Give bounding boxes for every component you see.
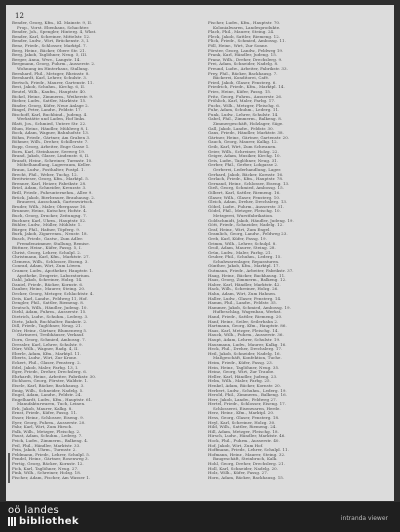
directory-entry-line: Dill, Friedr., Taglöhner, Neug. 21. xyxy=(12,324,82,329)
directory-entry-line: Bopp, Georg, Arbeiter, Enge Gasse 1. xyxy=(12,145,90,150)
directory-entry-line: Fuchs, Wilh., Metzger, Fleischg. 6. xyxy=(208,103,281,108)
directory-entry-line: Haber, Karl, Händler, Marktstr. 42. xyxy=(208,282,281,287)
directory-entry-line: Hufbeschlag, Wagenbau, Werkst. xyxy=(213,310,282,315)
directory-entry-line: Buchner, Karl, Uhrm., Hauptstr. 52. xyxy=(12,218,87,223)
directory-entry-line: Fröhlich, Karl, Maler, Farbg. 17. xyxy=(208,99,276,104)
directory-entry-line: Freund, Ludw., Arbeiter, Fabrikstr. 33. xyxy=(208,66,288,71)
directory-entry-line: Braun, Ludw., Posthalter, Postpl. 1. xyxy=(12,168,85,172)
viewer-label[interactable]: intranda viewer xyxy=(340,515,388,522)
directory-entry-line: Hand, Friedr., Sattler, Riemeng. 20. xyxy=(208,315,283,319)
directory-entry-line: Geib, Karl, Wirt, Zum Schwanen. xyxy=(208,145,277,150)
directory-entry-line: Herr, Jakob, Landw., Feldweg 27. xyxy=(208,397,277,402)
directory-entry-line: Graf, Heinr., Wirt, Zum Engel. xyxy=(208,227,271,232)
directory-entry-line: Beutel, Wilh., Kaufm., Hauptstr. 40. xyxy=(12,89,87,94)
directory-entry-line: Metzgerei, Wurstfabrikation. xyxy=(213,213,274,218)
directory-entry-line: Cramer, Ludw., Apotheker, Hauptstr. 1. xyxy=(12,269,94,274)
directory-entry-line: Hauck, Wilh., Fuhrm., Ausserstr. 36. xyxy=(208,333,284,338)
directory-entry-line: Emig, Wilh., Schneider, Nadelg. 5. xyxy=(12,388,84,393)
directory-entry-line: Hess, Georg, Glaser, Fensterg. 18. xyxy=(208,416,280,421)
directory-entry-line: Busch, Friedr., Gastw., Zum Adler. xyxy=(12,236,84,241)
directory-entry-line: Hartmann, Georg, Kfm., Hauptstr. 86. xyxy=(208,324,287,329)
directory-entry-line: Binder, Georg, Küfer, Neue Anlage 2. xyxy=(12,103,90,108)
directory-entry-line: Herold, Phil., Zimmerm., Balkeng. 16. xyxy=(208,393,288,398)
directory-entry-line: Hill, Adam, Metzger, Fleischg. 18. xyxy=(208,429,279,434)
directory-entry-line: Böhmer, Wilh., Dreher, Schillerstr. 7. xyxy=(12,140,89,145)
directory-entry-line: Deis, Karl, Landw., Feldweg 11, Hof. xyxy=(12,296,88,301)
directory-entry-line: Brandt, Heinr., Schreiner, Turmstr. 10. xyxy=(12,158,93,163)
directory-entry-line: Kolonialwaren, Landesprodukte. xyxy=(213,25,281,30)
directory-entry-line: Holl, Karl, Schneider, Nadelg. 20. xyxy=(208,466,279,471)
directory-entry-line: Erb, Jakob, Maurer, Kalkg. 8. xyxy=(12,406,73,411)
directory-entry-line: Bender, Joh., Spengler, Hinterg. 4, Wkst. xyxy=(12,30,97,35)
directory-entry-line: Fuhr, Adam, Schuhm., Lederg. 11. xyxy=(208,108,280,113)
directory-entry-line: Brand, Jakob, Glaser, Lindenstr. 6, II. xyxy=(12,154,90,159)
directory-entry-line: Eberts, Ludw., Wirt, Zur Krone. xyxy=(12,356,78,361)
directory-entry-line: Fendel, Heinr., Gärtner, Rosenweg 3. xyxy=(12,457,89,462)
directory-entry-line: Grün, Ludw., Maler, Farbg. 21. xyxy=(208,250,272,255)
directory-entry-line: Brück, Jakob, Bierbrauer, Brauhausg. 2. xyxy=(12,195,96,200)
directory-entry-line: Bock, Adam, Wagner, Bahnhofstr. 13. xyxy=(12,131,90,136)
directory-entry-line: Breitwieser, Georg, Kfm., Marktpl. 5. xyxy=(12,177,90,182)
directory-entry-line: Hausmann, Ludw., Maurer, Kalkg. 16. xyxy=(208,342,287,347)
directory-entry-line: Hanf, Heinr., Seiler, Seilerbahn 2. xyxy=(208,319,279,324)
directory-entry-line: Hirsch, Ludw., Händler, Marktstr. 46. xyxy=(208,434,286,439)
directory-entry-line: Heller, Karl, Händler, Judeng. 23. xyxy=(208,374,278,379)
directory-entry-line: Gilbert, Karl, Sattler, Riemeng. 16. xyxy=(208,190,281,195)
directory-entry-line: Bernhardt, Karl, Lehrer, Schulstr. 3. xyxy=(12,76,88,81)
viewer-footer xyxy=(0,502,400,532)
directory-entry-line: Goldschmidt, Jakob, Händler, Judeng. 19. xyxy=(208,218,294,223)
directory-entry-line: Blum, Heinr., Händler, Mühlweg 8, I. xyxy=(12,126,89,131)
directory-entry-line: Feil, Phil., Händler, Marktstr. 33. xyxy=(12,443,81,448)
binding-mark xyxy=(8,453,10,483)
directory-entry-line: Clemens, Wilh., Schlosser, Eiseng. 3. xyxy=(12,259,89,264)
directory-entry-line: Friedrich, Friedr., Kfm., Marktpl. 14. xyxy=(208,85,285,90)
directory-entry-line: Conrad, Adam, Wirt, Zum Löwen. xyxy=(12,264,82,269)
directory-entry-line: Glaser, Wilh., Glaser, Fensterg. 10. xyxy=(208,195,281,200)
directory-entry-line: Best, Jakob, Schuhm., Kirchg. 6, II. xyxy=(12,85,86,90)
directory-entry-line: Fischer, Adam, Fischer, Am Wasser 1. xyxy=(12,475,91,480)
scanned-page xyxy=(6,5,394,501)
directory-entry-line: Zimmergeschäft, Holzlager, Säge. xyxy=(213,122,284,127)
directory-entry-line: Dengler, Phil., Sattler, Riemeng. 8. xyxy=(12,301,85,306)
directory-entry-line: Heil, Jakob, Schneider, Nadelg. 16. xyxy=(208,351,281,356)
directory-entry-line: Gans, Friedr., Händler, Marktstr. 38. xyxy=(208,131,284,136)
directory-entry-line: Gernand, Heinr., Schlosser, Eiseng. 13. xyxy=(208,181,290,186)
directory-entry-line: Heinz, Georg, Wirt, Zur Traube. xyxy=(208,370,275,375)
right-column xyxy=(208,21,380,497)
directory-entry-line: Frei, Adam, Schneider, Nadelg. 8. xyxy=(208,62,279,67)
directory-entry-line: Bieber, Ludw., Sattler, Marktstr. 15. xyxy=(12,99,87,104)
brand-line-2-text: bibliothek xyxy=(19,516,79,527)
directory-entry-line: Dressler, Karl, Lehrer, Schulstr. 9. xyxy=(12,342,83,347)
directory-entry-line: Heck, Phil., Dreher, Drechslerg. 17. xyxy=(208,347,283,352)
directory-entry-line: Daniel, Friedr., Bäcker, Kornstr. 6. xyxy=(12,282,84,287)
directory-entry-line: Hack, Wilh., Schreiner, Holzg. 26. xyxy=(208,287,279,292)
directory-entry-line: Gerlach, Friedr., Kfm., Hauptstr. 78. xyxy=(208,177,284,182)
directory-entry-line: Göbel, Ludw., Fuhrm., Ausserstr. 31. xyxy=(208,204,285,209)
directory-entry-line: Hammer, Jakob, Schmied, Ambossg. 19. xyxy=(208,305,291,310)
directory-entry-line: Gerber, Phil., Gerber, Lohgasse 2. xyxy=(208,163,279,168)
directory-entry-line: Schuhwarenlager, Reparaturen. xyxy=(213,259,280,264)
directory-entry-line: Dietz, Jakob, Buchhalter, Bankstr. 2. xyxy=(12,319,88,324)
directory-entry-line: Gabel, Phil., Zimmerm., Balkeng. 8. xyxy=(208,117,283,122)
directory-entry-line: Fertig, Georg, Bäcker, Kornstr. 12. xyxy=(12,462,84,466)
directory-entry-line: Haller, Ludw., Glaser, Fensterg. 14. xyxy=(208,296,282,301)
directory-entry-line: Haas, Georg, Zimmerm., Balkeng. 12. xyxy=(208,278,287,283)
directory-entry-line: Hein, Heinr., Taglöhner, Neug. 35. xyxy=(208,365,280,370)
directory-entry-line: Christmann, Karl, Kfm., Marktstr. 27. xyxy=(12,255,90,260)
directory-entry-line: Horn, Adam, Bäcker, Backhausg. 15. xyxy=(208,475,285,480)
directory-entry-line: Baugeschäft, Steinbruch, Kalk. xyxy=(213,457,278,462)
directory-entry-line: Dürr, Wilh., Wagner, Radg. 4, II. xyxy=(12,347,79,352)
directory-entry-line: Gärtnerei, Treibhäuser, Verkauf. xyxy=(17,333,85,338)
directory-entry-line: Herz, Heinr., Kfm., Marktpl. 20. xyxy=(208,411,275,416)
directory-entry-line: Briel, Adam, Schneider, Kreuzstr. 3. xyxy=(12,186,87,191)
directory-entry-line: Ehrhardt, Heinr., Arbeiter, Fabrikstr. 30. xyxy=(12,374,97,379)
directory-entry-line: Frey, Phil., Bäcker, Backhausg. 7. xyxy=(208,71,278,76)
directory-entry-line: Brauerei, Ausschank, Gartenwirtsch. xyxy=(17,200,94,205)
directory-entry-line: Fick, Karl, Taglöhner, Neug. 27. xyxy=(12,466,79,471)
directory-entry-line: Haag, Heinr., Bäcker, Backhausg. 11. xyxy=(208,273,286,278)
directory-entry-line: Brunner, Heinr., Kutscher, Hofstr. 4. xyxy=(12,209,88,214)
directory-entry-line: Henkel, Adam, Bäcker, Kornstr. 20. xyxy=(208,383,282,388)
directory-entry-line: Gleich, Adam, Dreher, Drechslerg. 13. xyxy=(208,200,288,205)
logo-bars-icon xyxy=(8,517,17,526)
directory-entry-line: Holz, Wilh., Küfer, Fassg. 27. xyxy=(208,471,269,476)
directory-entry-line: Frank, Karl, Händler, Judeng. 15. xyxy=(208,53,278,58)
directory-entry-line: Feldmann, Friedr., Lehrer, Schulpl. 5. xyxy=(12,452,91,457)
directory-entry-line: Grimm, Wilh., Lehrer, Schulpl. 8. xyxy=(208,241,277,246)
directory-entry-line: Hild, Wilh., Sattler, Riemeng. 24. xyxy=(208,425,277,430)
directory-entry-line: Haas, Karl, Metzger, Fleischg. 14. xyxy=(208,328,279,333)
directory-entry-line: Ernst, Friedr., Küfer, Fassg. 11. xyxy=(12,411,78,416)
directory-entry-line: Möbelhandlung, Lagerraum, Keller. xyxy=(17,163,92,168)
directory-entry-line: Dauber, Heinr., Maurer, Steing. 20. xyxy=(12,287,86,292)
directory-entry-line: Gödel, Phil., Metzger, Fleischg. 10. xyxy=(208,209,281,214)
directory-entry-line: Groß, Adam, Maurer, Steing. 28. xyxy=(208,246,276,251)
directory-entry-line: Gött, Friedr., Schneider, Nadelg. 12. xyxy=(208,223,284,228)
directory-entry-line: Bäckerei, Konditorei, Café. xyxy=(213,76,270,81)
directory-entry-line: Bruder, Wilh., Maler, Obergasse 16. xyxy=(12,204,87,209)
directory-entry-line: Berger, Anna, Wwe., Langstr. 14. xyxy=(12,57,81,62)
directory-entry-line: Fischer, Ludw., Kfm., Hauptstr. 70. xyxy=(208,21,281,25)
directory-entry-line: Decker, Georg, Metzger, Schlachtstr. 4. xyxy=(12,292,94,297)
directory-entry-line: Dahl, Jakob, Schreiner, Holzg. 14. xyxy=(12,278,83,283)
directory-entry-line: Geiger, Adam, Musiker, Kirchg. 10. xyxy=(208,154,281,159)
directory-entry-line: Deutsch, Wilh., Händler, Judeng. 10. xyxy=(12,305,88,310)
directory-entry-line: Hoffmann, Friedr., Lehrer, Schulpl. 11. xyxy=(208,448,289,453)
directory-entry-line: Bischoff, Karl, Buchbind., Judeng. 4. xyxy=(12,112,88,117)
directory-entry-line: Bender, Ludw., Wirt, Brückenstr. 3, I. xyxy=(12,39,90,44)
directory-entry-line: Förster, Georg, Landw., Feldweg 19. xyxy=(208,48,284,53)
directory-entry-line: Funk, Ludw., Lehrer, Schulstr. 14. xyxy=(208,112,279,117)
directory-entry-line: Berg, Heinr., Bäcker, Obere Str. 21. xyxy=(12,48,86,53)
directory-entry-line: Buch, Georg, Drucker, Zeitungsg. 7. xyxy=(12,213,88,218)
directory-entry-line: Blatt, Jos., Schmied, Untere Str. 22. xyxy=(12,122,87,127)
directory-entry-line: Dietrich, Ludw., Schuhm., Lederg. 3. xyxy=(12,315,89,319)
directory-entry-line: Feick, Ludw., Zimmerm., Balkeng. 4. xyxy=(12,439,89,444)
directory-entry-line: Greb, Karl, Küfer, Fassg. 19. xyxy=(208,236,267,241)
directory-entry-line: Schlosserei, Eisenwaren, Herde. xyxy=(213,406,281,411)
directory-entry-line: Falk, Wilh., Metzger, Fleischg. 2. xyxy=(12,429,81,434)
directory-entry-line: Eberle, Adam, Kfm., Marktpl. 11. xyxy=(12,351,81,356)
directory-entry-line: Prop., Vorst. Ebenhans, Schachter. xyxy=(17,25,90,30)
directory-entry-line: Gieß, Georg, Schmied, Ambossg. 15. xyxy=(208,186,285,191)
directory-entry-line: Christ, Georg, Lehrer, Schulpl. 2. xyxy=(12,250,82,255)
directory-entry-line: Apotheke, Drogerie, Laboratorium. xyxy=(17,273,91,278)
directory-entry-line: Fink, Wilh., Schreiner, Holzg. 18. xyxy=(12,471,82,476)
directory-entry-line: Faust, Adam, Schuhm., Lederg. 7. xyxy=(12,434,83,439)
directory-entry-line: Günther, Jakob, Kfm., Marktpl. 17. xyxy=(208,264,280,269)
directory-entry-line: Hahn, Adam, Wirt, Zum Hahnen. xyxy=(208,292,277,297)
directory-entry-line: Eichhorn, Georg, Förster, Waldstr. 1. xyxy=(12,379,89,384)
directory-entry-line: Geier, Wilh., Schreiner, Holzg. 22. xyxy=(208,149,279,154)
directory-entry-line: Bürger, Phil., Hafner, Töpferg. 9. xyxy=(12,227,81,232)
directory-entry-line: Fritz, Georg, Fuhrm., Ausserstr. 26. xyxy=(208,94,283,99)
directory-entry-line: Werkstätte und Laden, Hof links. xyxy=(17,117,86,122)
directory-entry-line: Born, Karl, Steinhauer, Seeweg 19. xyxy=(12,149,86,154)
directory-entry-line: Engel, Adam, Landw., Feldstr. 24. xyxy=(12,393,82,398)
directory-entry-line: Bingel, Peter, Landw., Feldstr. 17. xyxy=(12,108,82,113)
directory-entry-line: Fahr, Karl, Wirt, Zum Hirsch. xyxy=(12,425,73,430)
directory-entry-line: Flach, Phil., Maurer, Steing. 24. xyxy=(208,30,275,35)
directory-entry-line: Büttner, Heinr., Küfer, Fassg. 5, I. xyxy=(12,246,82,251)
directory-entry-line: Gauch, Georg, Maurer, Kalkg. 12. xyxy=(208,140,278,145)
page-number: 12 xyxy=(15,12,24,20)
directory-entry-line: Helm, Wilh., Maler, Farbg. 25. xyxy=(208,379,271,384)
directory-entry-line: Heim, Friedr., Küfer, Fassg. 23. xyxy=(208,360,274,365)
directory-entry-line: Berg, Jakob, Taglöhner, Neug. 5, III. xyxy=(12,53,88,58)
directory-entry-line: Fremdenzimmer, Stallung, Remise. xyxy=(17,241,90,246)
left-column xyxy=(12,21,184,497)
directory-entry-line: Flick, Friedr., Schmied, Ambossg. 11. xyxy=(208,39,286,44)
directory-entry-line: Fries, Heinr., Küfer, Fassg. 15. xyxy=(208,89,272,94)
directory-entry-line: Edel, Jakob, Maler, Farbg. 13, I. xyxy=(12,365,79,370)
directory-entry-line: Burk, Jakob, Zigarrenm., Neustr. 18. xyxy=(12,232,88,237)
directory-entry-line: Benz, Friedr., Schlosser, Marktpl. 7. xyxy=(12,43,87,48)
directory-entry-line: Fleck, Jakob, Sattler, Riemeng. 12. xyxy=(208,34,281,39)
directory-entry-line: Fein, Jakob, Uhrm., Turmstr. 2. xyxy=(12,448,77,453)
directory-entry-line: Wohnung im Hinterhaus, Stallung. xyxy=(17,66,89,71)
directory-entry-line: Dörr, Heinr., Gärtner, Blumenweg 5. xyxy=(12,328,88,333)
directory-entry-line: Eckert, Phil., Glaser, Fensterg. 2. xyxy=(12,360,82,365)
directory-entry-line: Esser, Heinr., Schlosser, Eiseng. 9. xyxy=(12,416,85,421)
library-logo[interactable] xyxy=(8,505,79,527)
directory-entry-line: Hohl, Georg, Dreher, Drechslerg. 21. xyxy=(208,462,285,466)
directory-entry-line: Eger, Friedr., Dreher, Drechslerg. 6. xyxy=(12,370,88,375)
directory-entry-line: Böhm, Friedr., Gärtner, Am Graben 3. xyxy=(12,135,91,140)
directory-entry-line: Bertsch, Friedr., Maurer, Gartenstr. 11. xyxy=(12,80,94,85)
directory-entry-line: Bickel, Heinr., Zimmerm., Weiherstr. 9. xyxy=(12,94,94,99)
directory-entry-line: Diehl, Adam, Fuhrm., Ausserstr. 15. xyxy=(12,310,87,315)
directory-entry-line: Heyl, Karl, Schreiner, Holzg. 30. xyxy=(208,420,276,425)
directory-entry-line: Brenner, Karl, Heizer, Fabrikstr. 28. xyxy=(12,181,87,186)
directory-entry-line: Brecht, Phil., Weber, Tuchg. 12. xyxy=(12,172,79,177)
directory-entry-line: Gall, Jakob, Landw., Feldstr. 30. xyxy=(208,126,274,131)
directory-entry-line: Bergmann, Georg, Fuhrm., Ausserstr. 2. xyxy=(12,62,96,67)
directory-entry-line: Fried, Jakob, Glaser, Fensterg. 6. xyxy=(208,80,277,85)
directory-entry-line: Maßgeschäft, Konfektion, Tuche. xyxy=(213,356,282,361)
directory-entry-line: Hof, Jakob, Wirt, Zum Hof. xyxy=(208,443,264,448)
brand-line-2 xyxy=(8,516,79,527)
directory-entry-line: Hock, Phil., Fuhrm., Ausserstr. 40. xyxy=(208,439,280,444)
directory-entry-line: Haupt, Adam, Lehrer, Schulstr. 19. xyxy=(208,337,281,342)
directory-entry-line: Eyer, Georg, Fuhrm., Ausserstr. 20. xyxy=(12,420,86,425)
directory-entry-line: Franz, Wilh., Dreher, Drechslerg. 9. xyxy=(208,57,283,62)
directory-entry-line: Manufakturwaren, Tuch, Leinen. xyxy=(17,402,86,407)
directory-entry-line: Herbert, Ludw., Schuhm., Lederg. 19. xyxy=(208,388,287,393)
directory-entry-line: Gutmann, Friedr., Arbeiter, Fabrikstr. 37. xyxy=(208,269,294,274)
directory-entry-line: Brill, Friedr., Fuhrunternehm., Allee 9. xyxy=(12,190,93,195)
directory-entry-line: Gärtner, Heinr., Gärtner, Gartenstr. 20. xyxy=(208,135,290,140)
directory-entry-line: Gramlich, Georg, Landw., Feldweg 23. xyxy=(208,232,288,237)
directory-entry-line: Engelhardt, Ludw., Kfm., Hauptstr. 61. xyxy=(12,397,93,402)
directory-entry-line: Föll, Heinr., Wirt, Zur Sonne. xyxy=(208,43,269,48)
directory-entry-line: Bernhard, Phil., Metzger, Rheinstr. 8. xyxy=(12,71,90,76)
directory-entry-line: Bender, Georg, Kfm., Kl. Mainstr. 9, II. xyxy=(12,21,93,25)
directory-entry-line: Gerberei, Lederhandlung, Lager. xyxy=(213,168,282,172)
directory-entry-line: Bühler, Ludw., Müller, Mühlstr. 1. xyxy=(12,223,82,228)
directory-entry-line: Gerhard, Jakob, Bäcker, Kornstr. 16. xyxy=(208,172,284,177)
directory-entry-line: Dorn, Georg, Schmied, Ambossg. 7. xyxy=(12,337,87,342)
directory-entry-line: Hofmann, Heinr., Maurer, Steing. 32. xyxy=(208,452,286,457)
directory-entry-line: Gruber, Phil., Schuhm., Lederg. 15. xyxy=(208,255,282,260)
directory-entry-line: Bender, Karl, Schreiner, Mittelstr. 12. xyxy=(12,34,91,39)
directory-entry-line: Eisele, Karl, Bäcker, Backhausg. 3. xyxy=(12,383,85,388)
directory-entry-line: Hamm, Phil., Landw., Feldstr. 35. xyxy=(208,301,278,306)
brand-line-1: oö landes xyxy=(8,505,60,516)
directory-entry-line: Geis, Ludw., Taglöhner, Neug. 31. xyxy=(208,158,279,163)
directory-entry-line: Hertel, Friedr., Schlosser, Eiseng. 17. xyxy=(208,402,287,407)
